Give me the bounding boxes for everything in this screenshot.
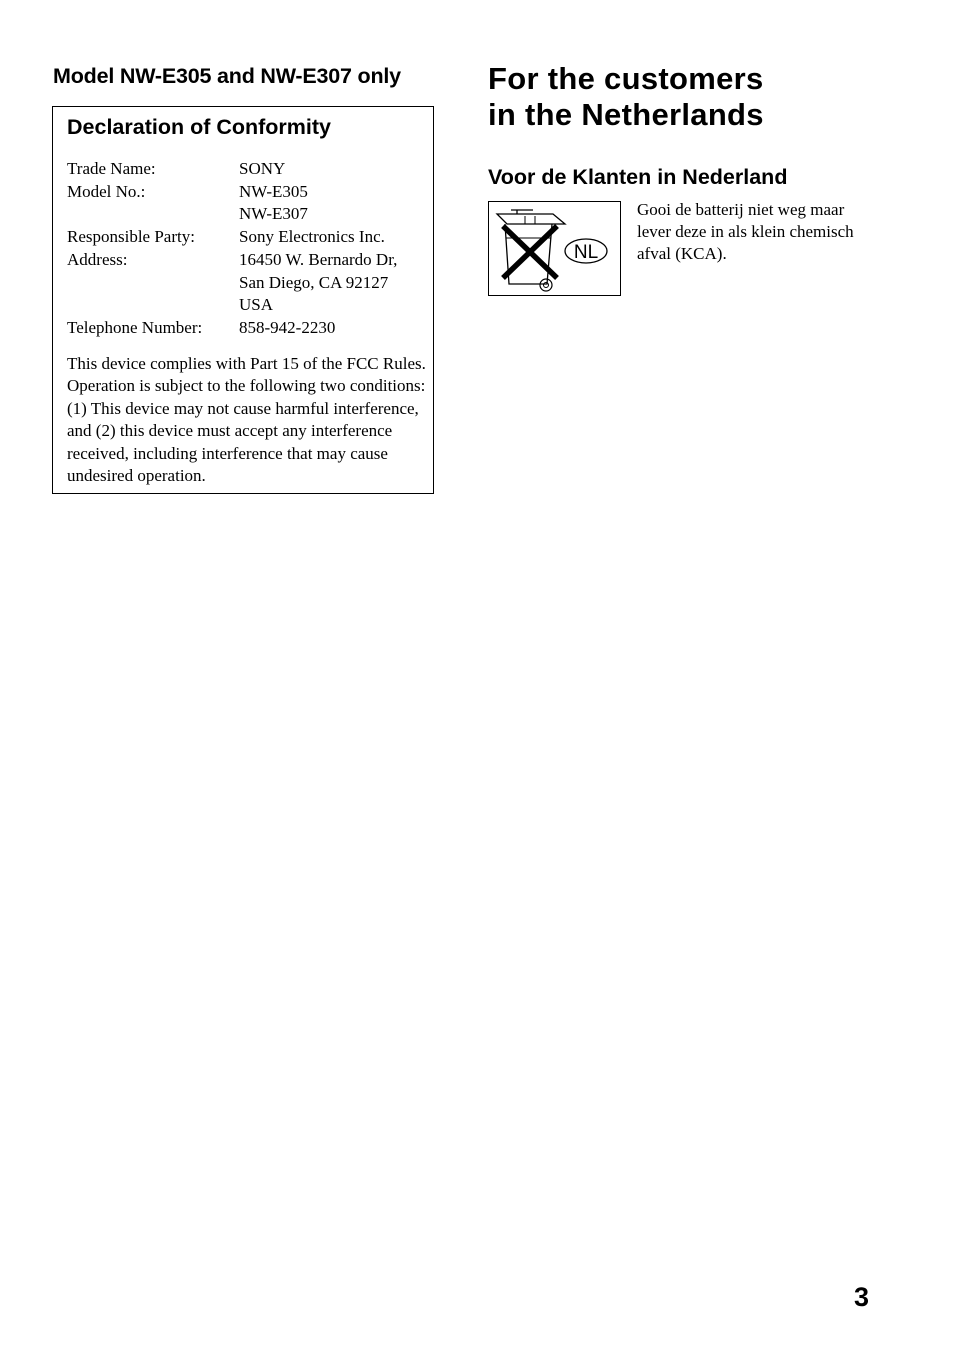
detail-label: Responsible Party:: [67, 226, 195, 246]
detail-value: 858-942-2230: [239, 317, 336, 337]
detail-value: 16450 W. Bernardo Dr, San Diego, CA 92127 USA: [239, 250, 398, 314]
section-heading-model: Model NW-E305 and NW-E307 only: [53, 64, 401, 88]
fcc-compliance-text: This device complies with Part 15 of the FCC Rules. Operation is subject to the following two conditions: (1) This device may not cause harmful interference, and (2) this device must accept any interference received, including interference that may cause undesired operation.: [67, 354, 426, 486]
subheading-dutch: Voor de Klanten in Nederland: [488, 165, 788, 189]
declaration-details: [67, 158, 429, 339]
detail-label: Trade Name:: [67, 159, 156, 178]
detail-value: Sony Electronics Inc.: [239, 226, 385, 246]
detail-label: Model No.:: [67, 181, 146, 201]
battery-disposal-text: Gooi de batterij niet weg maar lever deze in als klein chemisch afval (KCA).: [637, 200, 854, 263]
detail-row-telephone: [67, 317, 429, 340]
detail-label: Address:: [67, 250, 128, 269]
recycling-symbol-box: [488, 201, 621, 296]
page-number: 3: [854, 1282, 870, 1312]
declaration-title: Declaration of Conformity: [67, 115, 331, 139]
detail-row-address: [67, 249, 429, 317]
detail-value: SONY: [239, 159, 286, 178]
detail-row-responsible-party: [67, 226, 429, 249]
declaration-box: [52, 106, 434, 494]
detail-value: NW-E305 NW-E307: [239, 181, 308, 223]
detail-label: Telephone Number:: [67, 317, 203, 337]
detail-row-model-no: [67, 181, 429, 226]
crossed-out-wheelie-bin-icon: [489, 202, 620, 295]
section-heading-netherlands: For the customers in the Netherlands: [488, 61, 764, 132]
nl-symbol-label: NL: [573, 242, 599, 263]
detail-row-trade-name: [67, 158, 429, 181]
